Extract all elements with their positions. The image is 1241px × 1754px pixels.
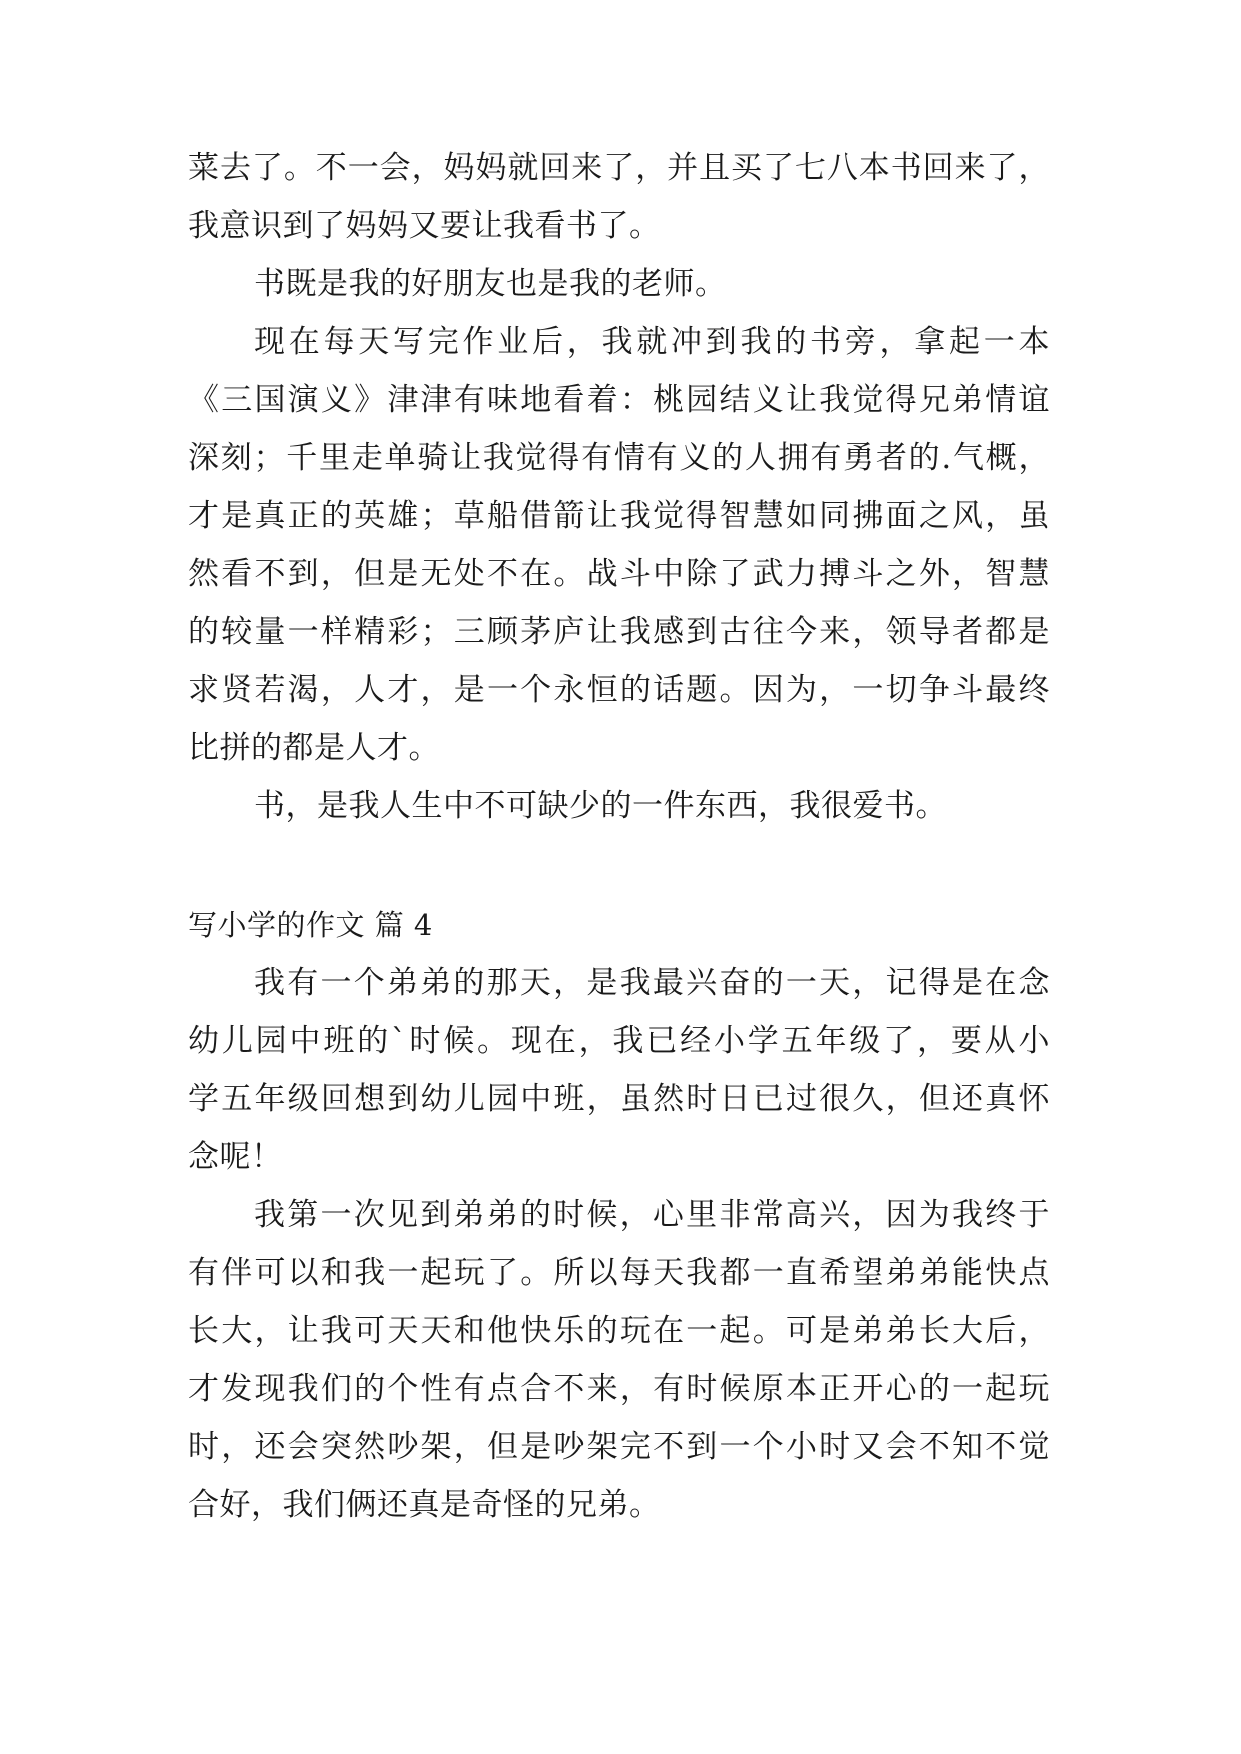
text-line: 长大，让我可天天和他快乐的玩在一起。可是弟弟长大后， <box>188 1313 1050 1349</box>
text-line: 幼儿园中班的`时候。现在，我已经小学五年级了，要从小 <box>188 1023 1050 1059</box>
text-line: 书既是我的好朋友也是我的老师。 <box>254 266 727 302</box>
section-heading: 写小学的作文 篇 4 <box>188 908 433 942</box>
text-line: 我有一个弟弟的那天，是我最兴奋的一天，记得是在念 <box>254 965 1050 1001</box>
text-line: 书，是我人生中不可缺少的一件东西，我很爱书。 <box>254 788 947 824</box>
text-line: 比拼的都是人才。 <box>188 730 440 766</box>
text-line: 我意识到了妈妈又要让我看书了。 <box>188 208 661 244</box>
text-line: 我第一次见到弟弟的时候，心里非常高兴，因为我终于 <box>254 1197 1050 1233</box>
text-line: 念呢！ <box>188 1139 283 1175</box>
text-line: 深刻；千里走单骑让我觉得有情有义的人拥有勇者的.气概， <box>188 440 1050 476</box>
text-line: 现在每天写完作业后，我就冲到我的书旁，拿起一本 <box>254 324 1050 360</box>
text-line: 的较量一样精彩；三顾茅庐让我感到古往今来，领导者都是 <box>188 614 1050 650</box>
text-line: 有伴可以和我一起玩了。所以每天我都一直希望弟弟能快点 <box>188 1255 1050 1291</box>
text-line: 求贤若渴，人才，是一个永恒的话题。因为，一切争斗最终 <box>188 672 1050 708</box>
text-line: 《三国演义》津津有味地看着：桃园结义让我觉得兄弟情谊 <box>188 382 1050 418</box>
text-line: 然看不到，但是无处不在。战斗中除了武力搏斗之外，智慧 <box>188 556 1050 592</box>
text-line: 合好，我们俩还真是奇怪的兄弟。 <box>188 1487 661 1523</box>
text-line: 才发现我们的个性有点合不来，有时候原本正开心的一起玩 <box>188 1371 1050 1407</box>
text-line: 学五年级回想到幼儿园中班，虽然时日已过很久，但还真怀 <box>188 1081 1050 1117</box>
text-line: 时，还会突然吵架，但是吵架完不到一个小时又会不知不觉 <box>188 1429 1050 1465</box>
text-line: 菜去了。不一会，妈妈就回来了，并且买了七八本书回来了， <box>188 150 1050 186</box>
text-line: 才是真正的英雄；草船借箭让我觉得智慧如同拂面之风，虽 <box>188 498 1050 534</box>
